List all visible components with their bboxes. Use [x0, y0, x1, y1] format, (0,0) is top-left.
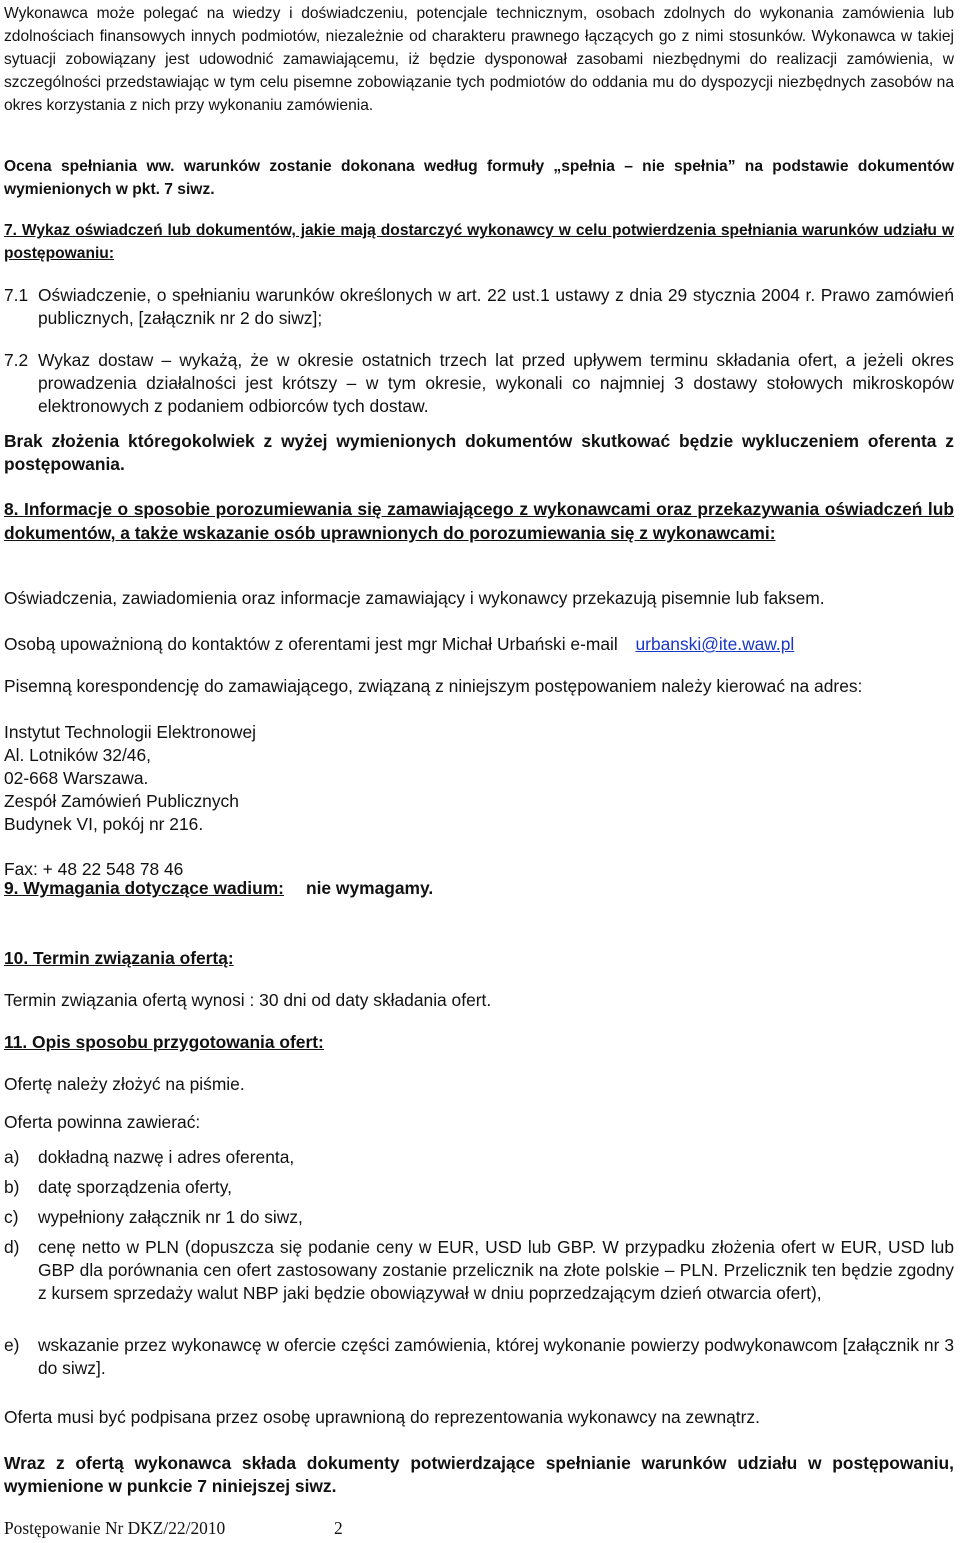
item-number: 7.1 [4, 285, 29, 305]
list-text: dokładną nazwę i adres oferenta, [38, 1147, 295, 1167]
item-text: Oświadczenie, o spełnianiu warunków określonych w art. 22 ust.1 ustawy z dnia 29 stycznia 2004 r. Prawo zamówień publicznych, [załącznik nr 2 do siwz]; [38, 285, 954, 328]
address-line: Zespół Zamówień Publicznych [4, 791, 239, 811]
section-9-heading: 9. Wymagania dotyczące wadium: [4, 878, 284, 898]
list-label: d) [4, 1237, 20, 1257]
section-10-text: Termin związania ofertą wynosi : 30 dni od daty składania ofert. [4, 990, 492, 1010]
section-8-heading: 8. Informacje o sposobie porozumiewania się zamawiającego z wykonawcami oraz przekazywania oświadczeń lub dokumentów, a także wskazanie osób uprawnionych do porozumiewania się z wykonawcami: [4, 499, 954, 543]
section-11-paragraph-2: Oferta powinna zawierać: [4, 1112, 201, 1132]
list-label: e) [4, 1335, 20, 1355]
contact-line [4, 633, 954, 656]
list-text: cenę netto w PLN (dopuszcza się podanie ceny w EUR, USD lub GBP. W przypadku złożenia ofert w EUR, USD lub GBP dla porównania cen ofert zastosowany zostanie przelicznik na złote polskie – PLN. Przelicznik ten będzie zgodny z kursem sprzedaży walut NBP jaki będzie obowiązywał w dniu poprzedzającym dzień otwarcia ofert), [38, 1237, 954, 1303]
list-text: wypełniony załącznik nr 1 do siwz, [38, 1207, 303, 1227]
ocena-paragraph: Ocena spełniania ww. warunków zostanie dokonana według formuły „spełnia – nie spełnia” na podstawie dokumentów wymienionych w pkt. 7 siwz. [4, 158, 954, 198]
list-text: wskazanie przez wykonawcę w ofercie części zamówienia, której wykonanie powierzy podwykonawcom [załącznik nr 3 do siwz]. [38, 1335, 954, 1378]
list-label: a) [4, 1147, 20, 1167]
section-9-line [4, 877, 954, 900]
section-11-paragraph-3: Oferta musi być podpisana przez osobę uprawnioną do reprezentowania wykonawcy na zewnątrz. [4, 1407, 760, 1427]
list-label: c) [4, 1207, 19, 1227]
section-8-paragraph-1: Oświadczenia, zawiadomienia oraz informacje zamawiający i wykonawcy przekazują pisemnie lub faksem. [4, 588, 825, 608]
section-7-heading: 7. Wykaz oświadczeń lub dokumentów, jakie mają dostarczyć wykonawcy w celu potwierdzenia spełniania warunków udziału w postępowaniu: [4, 222, 954, 262]
section-11-paragraph-4: Wraz z ofertą wykonawca składa dokumenty potwierdzające spełnianie warunków udziału w postępowaniu, wymienione w punkcie 7 niniejszej siwz. [4, 1453, 954, 1496]
address-line: Instytut Technologii Elektronowej [4, 722, 256, 742]
list-label: b) [4, 1177, 20, 1197]
section-11-heading: 11. Opis sposobu przygotowania ofert: [4, 1032, 324, 1052]
contact-text: Osobą upoważnioną do kontaktów z oferentami jest mgr Michał Urbański e-mail [4, 634, 618, 654]
warning-paragraph: Brak złożenia któregokolwiek z wyżej wymienionych dokumentów skutkować będzie wykluczeniem oferenta z postępowania. [4, 431, 954, 474]
section-8-paragraph-3: Pisemną korespondencję do zamawiającego, związaną z niniejszym postępowaniem należy kierować na adres: [4, 676, 863, 696]
email-link[interactable]: urbanski@ite.waw.pl [635, 634, 795, 654]
list-text: datę sporządzenia oferty, [38, 1177, 232, 1197]
address-line: Al. Lotników 32/46, [4, 745, 151, 765]
address-line: 02-668 Warszawa. [4, 768, 149, 788]
section-9-value: nie wymagamy. [305, 878, 434, 898]
address-line: Budynek VI, pokój nr 216. [4, 814, 204, 834]
address-block [4, 721, 954, 836]
footer-label: Postępowanie Nr DKZ/22/2010 [4, 1518, 226, 1538]
page-footer [4, 1518, 343, 1539]
item-text: Wykaz dostaw – wykażą, że w okresie ostatnich trzech lat przed upływem terminu składania ofert, a jeżeli okres prowadzenia działalności jest krótszy – w tym okresie, wykonali co najmniej 3 dostawy stołowych mikroskopów elektronowych z podaniem odbiorców tych dostaw. [38, 350, 954, 416]
fax-line: Fax: + 48 22 548 78 46 [4, 859, 184, 879]
item-number: 7.2 [4, 350, 29, 370]
section-11-paragraph-1: Ofertę należy złożyć na piśmie. [4, 1074, 245, 1094]
intro-paragraph: Wykonawca może polegać na wiedzy i doświadczeniu, potencjale technicznym, osobach zdolnych do wykonania zamówienia lub zdolnościach finansowych innych podmiotów, niezależnie od charakteru prawnego łączących go z nimi stosunków. Wykonawca w takiej sytuacji zobowiązany jest udowodnić zamawiającemu, iż będzie dysponował zasobami niezbędnymi do realizacji zamówienia, w szczególności przedstawiając w tym celu pisemne zobowiązanie tych podmiotów do oddania mu do dyspozycji niezbędnych zasobów na okres korzystania z nich przy wykonaniu zamówienia. [4, 5, 954, 114]
section-10-heading: 10. Termin związania ofertą: [4, 948, 234, 968]
page-number: 2 [333, 1518, 343, 1538]
